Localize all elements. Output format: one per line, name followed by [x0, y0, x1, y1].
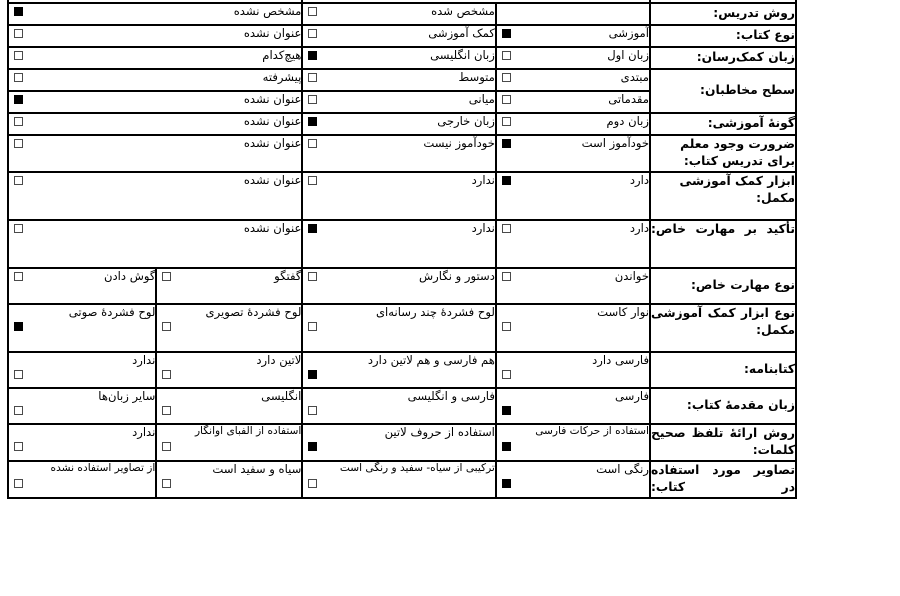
table-body — [8, 0, 796, 498]
option-cell[interactable] — [8, 424, 156, 461]
option-label: عنوان نشده — [243, 136, 302, 150]
checkbox[interactable] — [502, 51, 511, 60]
option-label: فارسی دارد — [592, 352, 649, 367]
option-label: هم فارسی و هم لاتین دارد — [367, 352, 495, 367]
option-cell[interactable] — [496, 25, 650, 47]
option-cell[interactable] — [496, 352, 650, 388]
table-row — [8, 25, 796, 47]
option-cell[interactable] — [496, 135, 650, 172]
option-label: پیشرفته — [262, 70, 302, 84]
option-label: میانی — [468, 92, 495, 106]
row-label-skill-emphasis: تأکید بر مهارت خاص: — [650, 220, 796, 268]
option-label: از تصاویر استفاده نشده — [50, 461, 156, 474]
option-cell[interactable] — [8, 3, 302, 25]
checkbox[interactable] — [308, 322, 317, 331]
option-cell[interactable] — [496, 113, 650, 135]
table-row — [8, 461, 796, 498]
option-label: زبان انگلیسی — [430, 48, 495, 62]
option-label: متوسط — [458, 70, 495, 84]
option-cell[interactable] — [8, 304, 156, 352]
checkbox[interactable] — [308, 176, 317, 185]
option-cell[interactable] — [8, 461, 156, 498]
table-row — [8, 135, 796, 172]
option-cell[interactable] — [156, 268, 302, 304]
row-label-education-kind: گونهٔ آموزشی: — [650, 113, 796, 135]
option-label: مشخص شده — [431, 4, 495, 18]
option-label: فارسی و انگلیسی — [407, 388, 495, 403]
checkbox[interactable] — [14, 176, 23, 185]
checkbox-checked[interactable] — [502, 442, 511, 451]
checkbox[interactable] — [14, 29, 23, 38]
checkbox[interactable] — [502, 224, 511, 233]
option-cell[interactable] — [8, 172, 302, 220]
option-cell[interactable] — [8, 352, 156, 388]
option-label: رنگی است — [596, 461, 649, 476]
option-label: کمک آموزشی — [428, 26, 495, 40]
checkbox[interactable] — [308, 73, 317, 82]
option-label: مقدماتی — [608, 92, 649, 106]
option-label: دارد — [629, 172, 649, 187]
checkbox[interactable] — [502, 370, 511, 379]
option-label: ندارد — [471, 220, 495, 235]
checkbox[interactable] — [162, 406, 171, 415]
checkbox[interactable] — [14, 224, 23, 233]
option-cell[interactable] — [302, 91, 496, 113]
option-cell[interactable] — [302, 47, 496, 69]
option-cell[interactable] — [8, 47, 302, 69]
option-label: انگلیسی — [261, 388, 302, 403]
option-label: ترکیبی از سیاه- سفید و رنگی است — [339, 461, 495, 474]
checkbox-checked[interactable] — [502, 29, 511, 38]
table-row — [8, 352, 796, 388]
checkbox[interactable] — [14, 442, 23, 451]
checkbox-checked[interactable] — [502, 176, 511, 185]
option-label: گوش دادن — [103, 268, 156, 283]
option-label: زبان خارجی — [437, 114, 495, 128]
checkbox[interactable] — [502, 73, 511, 82]
option-label: لوح فشردهٔ صوتی — [68, 304, 156, 319]
checkbox[interactable] — [502, 95, 511, 104]
checkbox[interactable] — [162, 479, 171, 488]
option-cell[interactable] — [496, 388, 650, 424]
option-cell[interactable] — [302, 113, 496, 135]
option-cell-blank — [496, 3, 650, 25]
checkbox[interactable] — [14, 51, 23, 60]
checkbox-checked[interactable] — [308, 117, 317, 126]
option-cell[interactable] — [302, 25, 496, 47]
row-label-supplementary-aid: ابزار کمک آموزشی مکمل: — [650, 172, 796, 220]
option-cell[interactable] — [302, 352, 496, 388]
checkbox[interactable] — [14, 370, 23, 379]
option-label: خواندن — [614, 268, 649, 283]
option-label: عنوان نشده — [243, 220, 302, 235]
checkbox[interactable] — [308, 272, 317, 281]
table-row — [8, 388, 796, 424]
row-label-aid-tool-type: نوع ابزار کمک آموزشی مکمل: — [650, 304, 796, 352]
option-label: عنوان نشده — [243, 172, 302, 187]
option-cell[interactable] — [302, 3, 496, 25]
option-label: عنوان نشده — [243, 92, 302, 106]
option-cell[interactable] — [496, 424, 650, 461]
table-row — [8, 220, 796, 268]
option-label: نوار کاست — [597, 304, 649, 319]
option-cell[interactable] — [302, 135, 496, 172]
row-label-preface-language: زبان مقدمهٔ کتاب: — [650, 388, 796, 424]
table-row — [8, 424, 796, 461]
table-row — [8, 113, 796, 135]
option-cell[interactable] — [302, 461, 496, 498]
row-label-bibliography: کتابنامه: — [650, 352, 796, 388]
row-label-audience-level: سطح مخاطبان: — [650, 69, 796, 113]
checkbox-checked[interactable] — [502, 139, 511, 148]
option-label: هیچ‌کدام — [262, 48, 302, 62]
option-cell[interactable] — [496, 304, 650, 352]
checkbox[interactable] — [14, 117, 23, 126]
option-cell[interactable] — [8, 268, 156, 304]
table-row — [8, 268, 796, 304]
option-cell[interactable] — [496, 268, 650, 304]
checkbox[interactable] — [162, 322, 171, 331]
checkbox[interactable] — [308, 29, 317, 38]
checkbox[interactable] — [502, 117, 511, 126]
option-cell[interactable] — [8, 388, 156, 424]
option-cell[interactable] — [302, 388, 496, 424]
checkbox[interactable] — [162, 370, 171, 379]
option-label: دستور و نگارش — [419, 268, 495, 283]
checkbox-checked[interactable] — [14, 95, 23, 104]
option-label: فارسی — [614, 388, 649, 403]
checkbox[interactable] — [308, 95, 317, 104]
row-label-teacher-needed: ضرورت وجود معلم برای تدریس کتاب: — [650, 135, 796, 172]
option-cell[interactable] — [156, 388, 302, 424]
option-cell[interactable] — [496, 91, 650, 113]
checkbox[interactable] — [14, 272, 23, 281]
option-cell[interactable] — [8, 69, 302, 91]
option-label: ندارد — [471, 172, 495, 187]
option-cell[interactable] — [8, 25, 302, 47]
checkbox-checked[interactable] — [14, 322, 23, 331]
checkbox-checked[interactable] — [502, 479, 511, 488]
option-cell[interactable] — [302, 424, 496, 461]
option-cell[interactable] — [156, 424, 302, 461]
checkbox[interactable] — [502, 322, 511, 331]
checkbox[interactable] — [162, 272, 171, 281]
option-cell[interactable] — [496, 172, 650, 220]
table-row — [8, 3, 796, 25]
row-label-pronunciation-method: روش ارائهٔ تلفظ صحیح کلمات: — [650, 424, 796, 461]
option-cell[interactable] — [8, 220, 302, 268]
checkbox[interactable] — [162, 442, 171, 451]
checkbox-checked[interactable] — [308, 224, 317, 233]
row-label-book-type: نوع کتاب: — [650, 25, 796, 47]
option-cell[interactable] — [8, 135, 302, 172]
option-cell[interactable] — [302, 69, 496, 91]
option-label: دارد — [629, 220, 649, 235]
option-cell[interactable] — [302, 172, 496, 220]
option-label: سیاه و سفید است — [212, 461, 302, 476]
option-label: لوح فشردهٔ چند رسانه‌ای — [375, 304, 495, 319]
checkbox[interactable] — [14, 406, 23, 415]
table-row — [8, 172, 796, 220]
checkbox[interactable] — [308, 7, 317, 16]
option-label: خودآموز است — [581, 136, 649, 150]
checkbox-checked[interactable] — [308, 51, 317, 60]
option-cell[interactable] — [496, 220, 650, 268]
option-label: عنوان نشده — [243, 26, 302, 40]
option-cell[interactable] — [302, 268, 496, 304]
checkbox[interactable] — [308, 139, 317, 148]
option-cell[interactable] — [496, 47, 650, 69]
option-label: آموزشی — [608, 26, 649, 40]
option-label: سایر زبان‌ها — [98, 388, 156, 403]
table-row — [8, 69, 796, 91]
option-label: عنوان نشده — [243, 114, 302, 128]
option-label: زبان اول — [607, 48, 649, 62]
checkbox[interactable] — [308, 406, 317, 415]
row-label-skill-type: نوع مهارت خاص: — [650, 268, 796, 304]
option-cell[interactable] — [8, 91, 302, 113]
option-cell[interactable] — [8, 113, 302, 135]
option-cell[interactable] — [156, 304, 302, 352]
option-label: لوح فشردهٔ تصویری — [205, 304, 302, 319]
option-cell[interactable] — [496, 69, 650, 91]
table-row — [8, 47, 796, 69]
checkbox[interactable] — [502, 272, 511, 281]
checkbox[interactable] — [14, 139, 23, 148]
option-cell[interactable] — [156, 352, 302, 388]
checkbox-checked[interactable] — [502, 406, 511, 415]
option-label: زبان دوم — [606, 114, 649, 128]
option-label: مشخص نشده — [233, 4, 302, 18]
row-label-teaching-method: روش تدریس: — [650, 3, 796, 25]
option-cell[interactable] — [156, 461, 302, 498]
book-evaluation-table — [7, 0, 797, 499]
checkbox-checked[interactable] — [14, 7, 23, 16]
option-cell[interactable] — [302, 220, 496, 268]
checkbox[interactable] — [14, 73, 23, 82]
option-label: لاتین دارد — [256, 352, 302, 367]
row-label-aux-language: زبان کمک‌رسان: — [650, 47, 796, 69]
option-cell[interactable] — [496, 461, 650, 498]
option-cell[interactable] — [302, 304, 496, 352]
checkbox[interactable] — [308, 479, 317, 488]
option-label: استفاده از حروف لاتین — [384, 424, 495, 439]
option-label: گفتگو — [274, 268, 302, 283]
checkbox-checked[interactable] — [308, 370, 317, 379]
option-label: ندارد — [132, 424, 156, 439]
option-label: خودآموز نیست — [423, 136, 495, 150]
table-row — [8, 304, 796, 352]
option-label: استفاده از الفبای آوانگار — [194, 424, 302, 437]
option-label: استفاده از حرکات فارسی — [535, 424, 649, 437]
row-label-images-used: تصاویر مورد استفاده در کتاب: — [650, 461, 796, 498]
checkbox[interactable] — [14, 479, 23, 488]
checkbox-checked[interactable] — [308, 442, 317, 451]
option-label: مبتدی — [620, 70, 649, 84]
option-label: ندارد — [132, 352, 156, 367]
